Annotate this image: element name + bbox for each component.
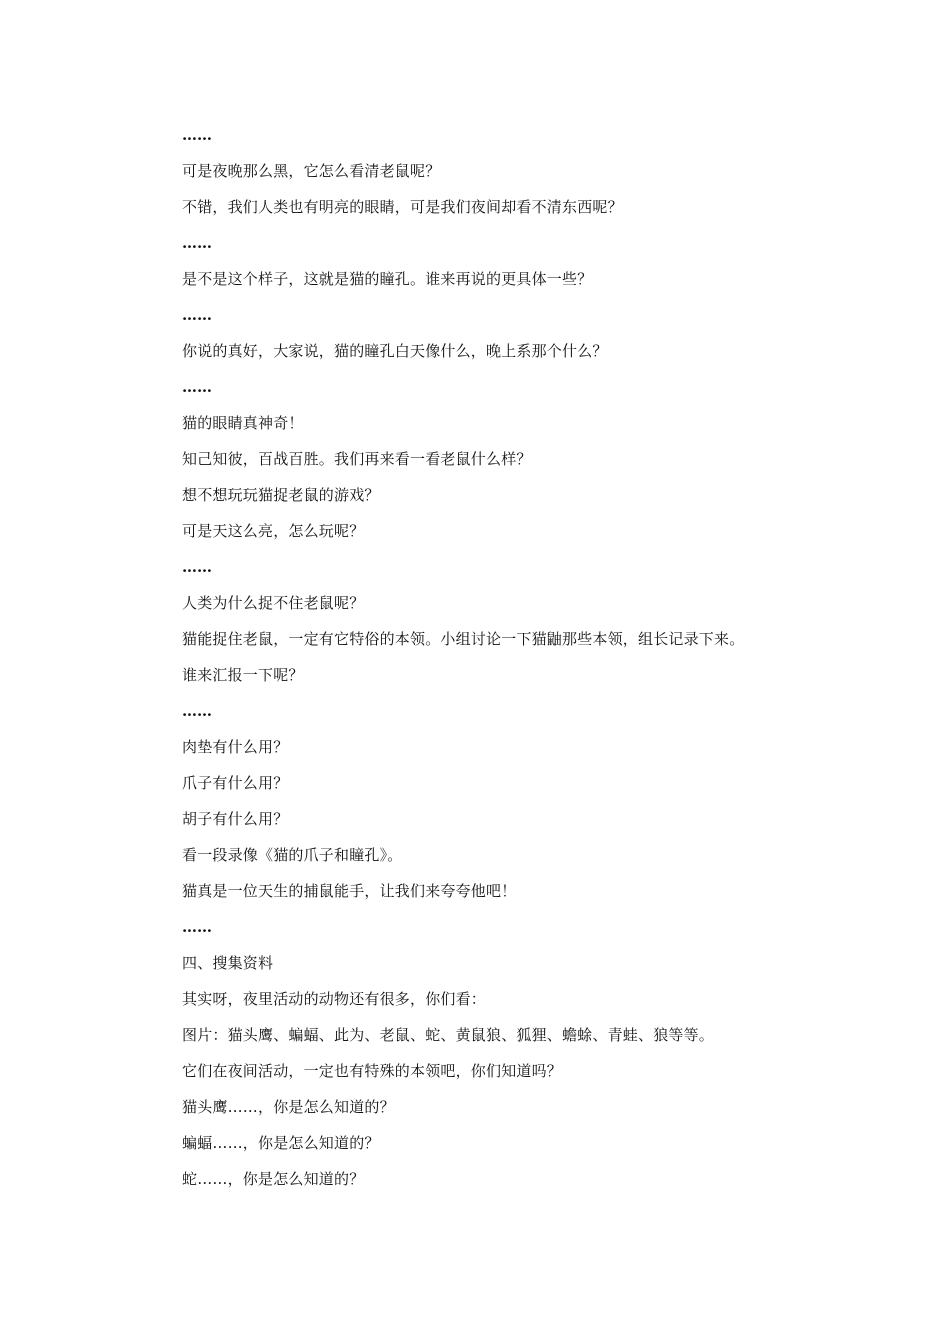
- text-line: 想不想玩玩猫捉老鼠的游戏？: [182, 486, 380, 504]
- ellipsis-line: ……: [182, 126, 212, 144]
- text-line: 猫头鹰……，你是怎么知道的？: [182, 1098, 395, 1116]
- document-body: [182, 117, 842, 1197]
- text-line: 知己知彼，百战百胜。我们再来看一看老鼠什么样？: [182, 450, 532, 468]
- text-line: 蛇……，你是怎么知道的？: [182, 1170, 365, 1188]
- text-line: 是不是这个样子，这就是猫的瞳孔。谁来再说的更具体一些？: [182, 270, 593, 288]
- text-line: 它们在夜间活动，一定也有特殊的本领吧，你们知道吗？: [182, 1062, 563, 1080]
- text-line: 谁来汇报一下呢？: [182, 666, 304, 684]
- text-line: 其实呀，夜里活动的动物还有很多，你们看：: [182, 990, 487, 1008]
- text-line: 蝙蝠……，你是怎么知道的？: [182, 1134, 380, 1152]
- ellipsis-line: ……: [182, 234, 212, 252]
- text-line: 胡子有什么用？: [182, 810, 289, 828]
- text-line: 可是夜晚那么黑，它怎么看清老鼠呢？: [182, 162, 441, 180]
- section-heading: 四、搜集资料: [182, 954, 274, 972]
- ellipsis-line: ……: [182, 558, 212, 576]
- ellipsis-line: ……: [182, 702, 212, 720]
- text-line: 看一段录像《猫的爪子和瞳孔》。: [182, 846, 403, 864]
- text-line: 猫的眼睛真神奇！: [182, 414, 304, 432]
- text-line: 爪子有什么用？: [182, 774, 289, 792]
- ellipsis-line: ……: [182, 378, 212, 396]
- text-line: 肉垫有什么用？: [182, 738, 289, 756]
- ellipsis-line: ……: [182, 306, 212, 324]
- text-line: 可是天这么亮，怎么玩呢？: [182, 522, 365, 540]
- ellipsis-line: ……: [182, 918, 212, 936]
- text-line: 图片：猫头鹰、蝙蝠、此为、老鼠、蛇、黄鼠狼、狐狸、蟾蜍、青蛙、狼等等。: [182, 1026, 715, 1044]
- text-line: 不错，我们人类也有明亮的眼睛，可是我们夜间却看不清东西呢？: [182, 198, 623, 216]
- text-line: 你说的真好，大家说，猫的瞳孔白天像什么，晚上系那个什么？: [182, 342, 608, 360]
- text-line: 人类为什么捉不住老鼠呢？: [182, 594, 365, 612]
- text-line: 猫能捉住老鼠，一定有它特俗的本领。小组讨论一下猫鼬那些本领，组长记录下来。: [182, 630, 745, 648]
- text-line: 猫真是一位天生的捕鼠能手，让我们来夸夸他吧！: [182, 882, 517, 900]
